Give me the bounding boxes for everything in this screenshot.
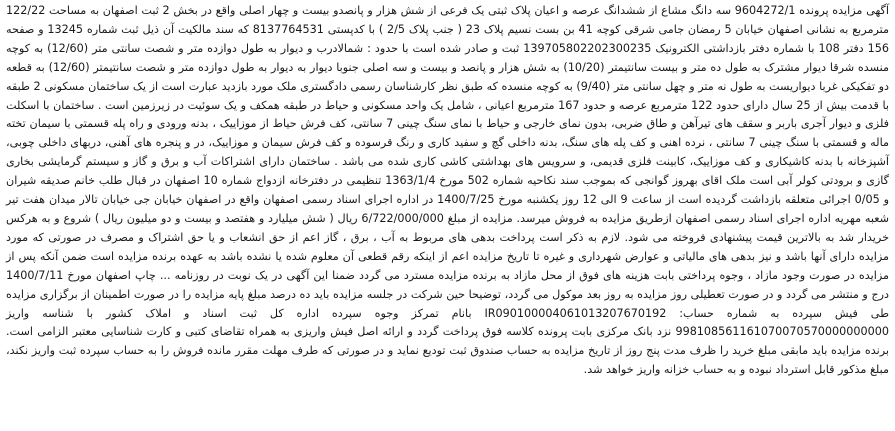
notice-body: آگهی مزایده پرونده 9604272/1 سه دانگ مشاع از ششدانگ عرصه و اعیان پلاک ثبتی یک فرعی از شش هزار و پانصدو بیست و چهار اصلی واقع در بخش 2 ثبت اصفهان به مساحت 122/22 مترمربع به نشانی اصفهان خیابان 5 رمضان جامی شرقی کوچه 41 بن بست نسیم پلاک 23 ( جنب پلاک 2/5 ) با کدپستی 8137764531 که سند مالکیت آن ذیل ثبت شماره 13245 و صفحه 156 دفتر 108 با شماره دفتر بازداشتی الکترونیک 139705802202300235 ثبت و صادر شده است با حدود : شمالادرب و دیوار به طول دوازده متر و شصت سانتی متر (12/60) به کوچه منسده شرقا دیوار مشترک به طول ده متر و بیست سانتیمتر (10/20) به شش هزار و پانصد و بیست و سه اصلی جنوبا دیوار به دیوار به طول دوازده متر و شصت سانتیمتر (12/60) به قطعه دو تفکیکی غربا دیواریست به طول نه متر و چهل سانتی متر (9/40) به کوچه منسده که طبق نظر کارشناسان رسمی دادگستری ملک مورد بازدید عبارت است از یک ساختمان مسکونی 2 طبقه با قدمت بیش از 25 سال دارای حدود 122 مترمربع عرصه و حدود 167 مترمربع اعیانی ، شامل یک واحد مسکونی و حیاط در طبقه همکف و یک سوئیت در زیرزمین است . ساختمان با اسکلت فلزی و دیوار آجری باربر و سقف های تیرآهن و طاق ضربی، بدون نمای خارجی و حیاط با نمای سنگ چینی 7 سانتی، کف فرش حیاط از موزاییک ، بدنه ورودی و راه پله قسمتی با سیمان تخته ماله و قسمتی با سنگ چینی 7 سانتی ، نرده اهنی و کف پله های سنگ، بدنه داخلی گچ و سفید کاری و رنگ قرسوده و کف فرش سیمان و موزاییک، در و پنجره های آهنی، دربهای داخلی چوبی، آشپزخانه با بدنه کاشیکاری و کف موزاییک، کابینت فلزی قدیمی، و سرویس های بهداشتی کاشی کاری شده می باشد . ساختمان دارای اشتراکات آب و برق و گاز و سیستم گرمایشی بخاری گازی و برودتی کولر آبی است ملک اقای بهروز گوانجی که بموجب سند نکاحیه شماره 502 مورخ 1363/1/4 تنظیمی در دفترخانه ازدواج شماره 10 اصفهان در قبال طلب خانم صدیقه شیران و 0/05 اجرائی متعلقه بازداشت گردیده است از ساعت 9 الی 12 روز یکشنبه مورخ 1400/7/25 در اداره اجرای اسناد رسمی اصفهان واقع در اصفهان خیابان جی خیابان تالار میدان هفت تیر شعبه مهریه اداره اجرای اسناد رسمی اصفهان ازطریق مزایده به فروش میرسد. مزایده از مبلغ 6/722/000/000 ریال ( شش میلیارد و هفتصد و بیست و دو میلیون ریال ) شروع و به هرکس خریدار شد به بالاترین قیمت پیشنهادی فروخته می شود. لازم به ذکر است پرداخت بدهی های مربوط به آب ، برق ، گاز اعم از حق انشعاب و یا حق اشتراک و مصرف در صورتی که مورد مزایده دارای آنها باشد و نیز بدهی های مالیاتی و عوارض شهرداری و غیره تا تاریخ مزایده اعم از اینکه رقم قطعی آن معلوم شده یا نشده باشد به عهده برنده مزایده است ضمن آنکه پس از مزایده در صورت وجود مازاد ، وجوه پرداختی بابت هزینه های فوق از محل مازاد به برنده مزایده مسترد می گردد ضمنا این آگهی در یک نوبت در روزنامه ... چاپ اصفهان مورخ 1400/7/11 درج و منتشر می گردد و در صورت تعطیلی روز مزایده به روز بعد موکول می گردد، توضیحا حین شرکت در جلسه مزایده باید ده درصد مبلغ پایه مزایده را در صورت اطمینان از برگزاری مزایده طی فیش سپرده به شماره حساب: IR090100004061013207670192 بانام تمرکز وجوه سپرده اداره کل ثبت اسناد و املاک کشور با شناسه واریز 998108561161070070570000000000 نزد بانک مرکزی بابت پرونده کلاسه فوق پرداخت گردد و ارائه اصل فیش واریزی به همراه تقاضای کتبی و کارت شناسایی معتبر الزامی است. برنده مزایده باید مابقی مبلغ خرید را ظرف مدت پنج روز از تاریخ مزایده به حساب صندوق ثبت تودیع نماید و در صورتی که طرف مهلت مقرر مانده فروش را به حساب سپرده ثبت واریز نکند، مبلغ مذکور قابل استرداد نبوده و به حساب خزانه واریز خواهد شد. xyxy=(6,4,890,377)
